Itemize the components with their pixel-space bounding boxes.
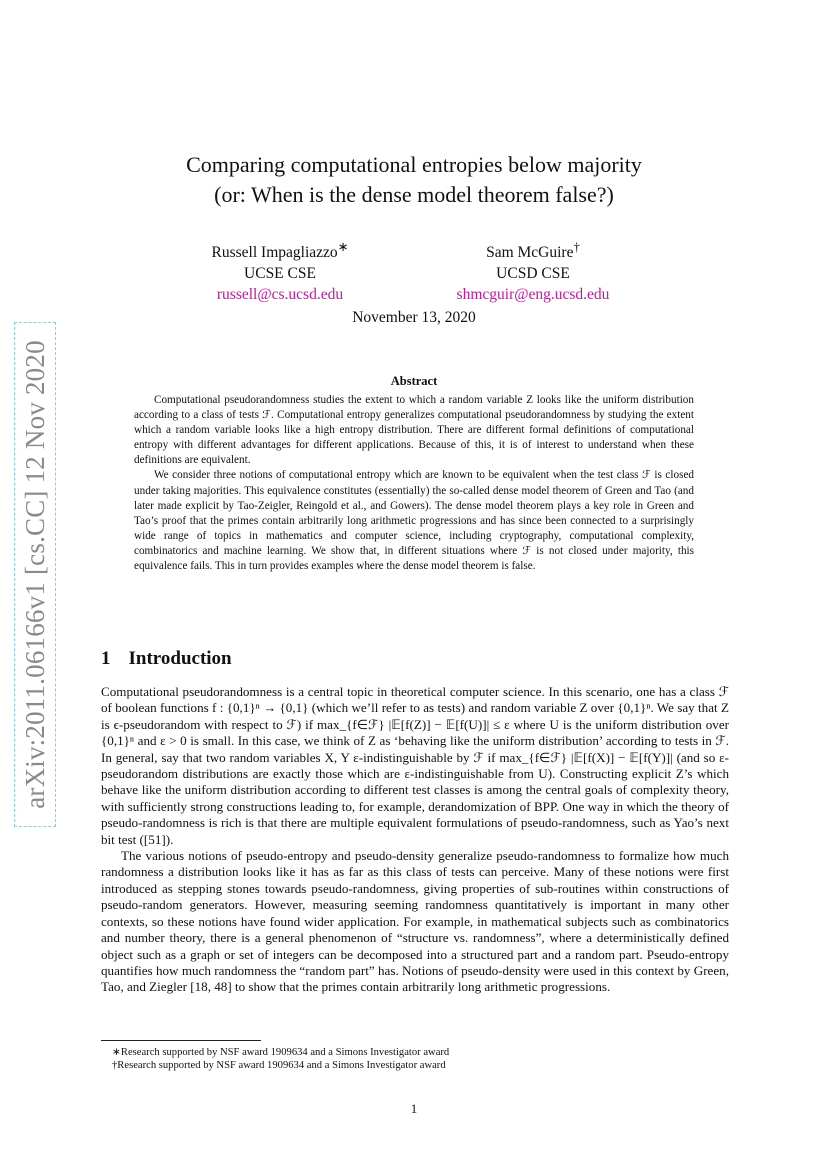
- footnote-2: †Research supported by NSF award 1909634 and a Simons Investigator award: [112, 1060, 446, 1071]
- intro-paragraph-1: Computational pseudorandomness is a central topic in theoretical computer science. In this scenario, one has a class ℱ of boolean functions f : {0,1}ⁿ → {0,1} (which we’ll refer to as tests) and random variable Z over {0,1}ⁿ. We say that Z is ϵ-pseudorandom with respect to ℱ) if max_{f∈ℱ} |𝔼[f(Z)] − 𝔼[f(U)]| ≤ ε where U is the uniform distribution over {0,1}ⁿ and ε > 0 is small. In this case, we think of Z as ‘behaving like the uniform distribution’ according to tests in ℱ. In general, say that two random variables X, Y ε-indistinguishable by ℱ if max_{f∈ℱ} |𝔼[f(X)] − 𝔼[f(Y)]| (and so ε-pseudorandom distributions are exactly those which are ε-indistinguishable from U). Constructing explicit Z’s which behave like the uniform distribution according to different test classes is among the central goals of complexity theory, with sufficiently strong constructions leading to, for example, derandomization of BPP. One way in which the theory of pseudo-randomness is rich is that there are multiple equivalent formulations of pseudo-randomness, such as Yao’s next bit test ([51]).: [101, 684, 729, 847]
- author-footnote-mark: ∗: [337, 239, 349, 254]
- abstract-paragraph-1: Computational pseudorandomness studies the extent to which a random variable Z looks like the uniform distribution according to a class of tests ℱ. Computational entropy generalizes computational pseudorandomness by studying the extent which a random variable looks like a high entropy distribution. There are different formal definitions of computational entropy with different advantages for different applications. Because of this, it is of interest to understand when these definitions are equivalent.: [134, 394, 694, 467]
- paper-title: [100, 150, 728, 210]
- title-line-2: (or: When is the dense model theorem false?): [214, 182, 614, 207]
- arxiv-stamp-text: arXiv:2011.06166v1 [cs.CC] 12 Nov 2020: [19, 340, 50, 809]
- abstract-paragraph-2: We consider three notions of computational entropy which are known to be equivalent when the test class ℱ is closed under taking majorities. This equivalence constitutes (essentially) the so-called dense model theorem of Green and Tao (and later made explicit by Tao-Zeigler, Reingold et al., and Gowers). The dense model theorem plays a key role in Green and Tao’s proof that the primes contain arbitrarily long arithmetic progressions and has since been connected to a surprisingly wide range of topics in mathematics and computer science, including cryptography, computational complexity, combinatorics and machine learning. We show that, in different situations where ℱ is not closed under majority, this equivalence fails. This in turn provides examples where the dense model theorem is false.: [134, 469, 694, 573]
- author-name: Sam McGuire: [486, 244, 574, 262]
- author-email-link[interactable]: shmcguir@eng.ucsd.edu: [456, 286, 610, 304]
- author-affiliation: UCSE CSE: [244, 265, 316, 283]
- author-affiliation: UCSD CSE: [496, 265, 570, 283]
- introduction-body: [101, 684, 729, 996]
- section-title: Introduction: [128, 648, 232, 669]
- author-footnote-mark: †: [573, 239, 580, 254]
- title-line-1: Comparing computational entropies below majority: [186, 152, 642, 177]
- author-block-2: [423, 236, 643, 305]
- author-block-1: [170, 236, 390, 305]
- abstract-heading: Abstract: [390, 374, 438, 388]
- section-number: 1: [101, 648, 111, 669]
- abstract-body: [134, 393, 694, 574]
- page-number: 1: [410, 1101, 418, 1116]
- footnote-1: ∗Research supported by NSF award 1909634 and a Simons Investigator award: [112, 1047, 450, 1058]
- author-name: Russell Impagliazzo: [211, 244, 338, 262]
- intro-paragraph-2: The various notions of pseudo-entropy and pseudo-density generalize pseudo-randomness to formalize how much randomness a distribution looks like it has as far as this class of tests can perceive. Many of these notions were first introduced as stepping stones towards pseudo-randomness, giving properties of sub-routines within constructions of pseudo-random generators. However, measuring seeming randomness quantitatively is important in many other contexts, so these notions have found wider application. For example, in mathematical subjects such as combinatorics and number theory, there is a general phenomenon of “structure vs. randomness”, where a deterministically defined object such as a graph or set of integers can be decomposed into a structured part and a random part. Pseudo-entropy quantifies how much randomness the “random part” has. Notions of pseudo-density were used in this context by Green, Tao, and Ziegler [18, 48] to show that the primes contain arbitrarily long arithmetic progressions.: [101, 848, 729, 995]
- author-email-link[interactable]: russell@cs.ucsd.edu: [216, 286, 344, 304]
- paper-date: November 13, 2020: [352, 309, 476, 326]
- footnote-rule: [101, 1040, 261, 1041]
- section-heading: [101, 648, 232, 670]
- arxiv-stamp: [14, 322, 56, 827]
